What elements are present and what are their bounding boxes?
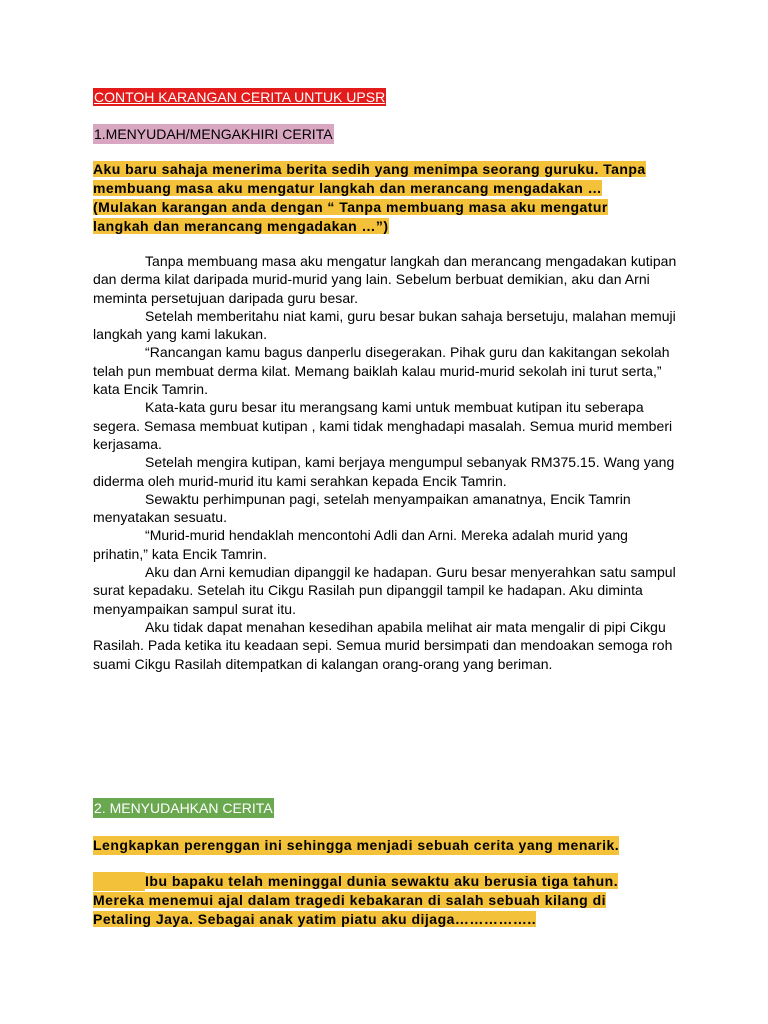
section2-instruction: Lengkapkan perenggan ini sehingga menjadi sebuah cerita yang menarik. xyxy=(93,837,620,853)
passage-line: Mereka menemui ajal dalam tragedi kebakaran di salah sebuah kilang di xyxy=(93,892,607,908)
story-paragraph: “Murid-murid hendaklah mencontohi Adli dan Arni. Mereka adalah murid yang prihatin,” kata Encik Tamrin. xyxy=(93,527,629,562)
story-paragraph: Setelah memberitahu niat kami, guru besar bukan sahaja bersetuju, malahan memuji langkah yang kami lakukan. xyxy=(93,307,676,343)
story-paragraph: Aku dan Arni kemudian dipanggil ke hadapan. Guru besar menyerahkan satu sampul surat kepadaku. Setelah itu Cikgu Rasilah pun dipanggil tampil ke hadapan. Aku diminta menyampaikan sampul surat itu. xyxy=(93,564,676,617)
section1-prompt xyxy=(93,160,683,236)
prompt-line: membuang masa aku mengatur langkah dan merancang mengadakan … xyxy=(93,180,603,196)
story-paragraph: Tanpa membuang masa aku mengatur langkah dan merancang mengadakan kutipan dan derma kilat daripada murid-murid yang lain. Sebelum berbuat demikian, aku dan Arni meminta persetujuan daripada guru besar. xyxy=(93,253,677,306)
indent-highlight xyxy=(93,872,145,891)
section2-passage xyxy=(93,872,683,929)
prompt-line: (Mulakan karangan anda dengan “ Tanpa membuang masa aku mengatur xyxy=(93,199,608,215)
document-title: CONTOH KARANGAN CERITA UNTUK UPSR xyxy=(94,89,386,105)
story-paragraph: Aku tidak dapat menahan kesedihan apabila melihat air mata mengalir di pipi Cikgu Rasilah. Pada ketika itu keadaan sepi. Semua murid bersimpati dan mendoakan semoga roh suami Cikgu Rasilah ditempatkan di kalangan orang-orang yang beriman. xyxy=(93,618,673,672)
section2-heading: 2. MENYUDAHKAN CERITA xyxy=(94,800,273,816)
prompt-line: Aku baru sahaja menerima berita sedih yang menimpa seorang guruku. Tanpa xyxy=(93,161,646,177)
story-paragraph: Sewaktu perhimpunan pagi, setelah menyampaikan amanatnya, Encik Tamrin menyatakan sesuatu. xyxy=(93,490,631,526)
prompt-line: langkah dan merancang mengadakan …”) xyxy=(93,218,389,234)
passage-line: Ibu bapaku telah meninggal dunia sewaktu aku berusia tiga tahun. xyxy=(145,873,619,889)
passage-line: Petaling Jaya. Sebagai anak yatim piatu aku dijaga…………….. xyxy=(93,911,537,927)
story-paragraph: “Rancangan kamu bagus danperlu disegerakan. Pihak guru dan kakitangan sekolah telah pun membuat derma kilat. Memang baiklah kalau murid-murid sekolah ini turut serta,” kata Encik Tamrin. xyxy=(93,344,670,398)
story-paragraph: Setelah mengira kutipan, kami berjaya mengumpul sebanyak RM375.15. Wang yang diderma oleh murid-murid itu kami serahkan kepada Encik Tamrin. xyxy=(93,454,675,489)
section1-heading: 1.MENYUDAH/MENGAKHIRI CERITA xyxy=(94,126,333,142)
story-body xyxy=(93,252,683,673)
story-paragraph: Kata-kata guru besar itu merangsang kami untuk membuat kutipan itu seberapa segera. Semasa membuat kutipan , kami tidak menghadapi masalah. Semua murid memberi kerjasama. xyxy=(93,399,673,452)
